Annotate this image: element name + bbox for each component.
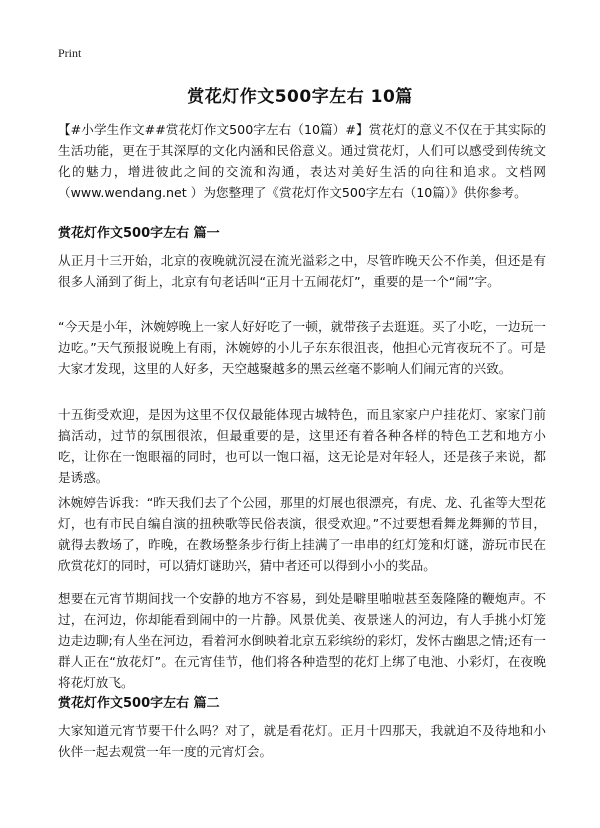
paragraph-text: “今天是小年，沐婉婷晚上一家人好好吃了一顿，就带孩子去逛逛。买了小吃，一边玩一边吃。”天气预报说晚上有雨，沐婉婷的小儿子东东很沮丧，他担心元宵夜玩不了。可是大家才发现，这里的人好多，天空越聚越多的黑云丝毫不影响人们闹元宵的兴致。 — [58, 319, 546, 376]
paragraph — [58, 250, 546, 292]
print-label: Print — [58, 46, 82, 60]
paragraph — [58, 588, 546, 693]
paragraph-text: 想要在元宵节期间找一个安静的地方不容易，到处是噼里啪啦甚至轰隆隆的鞭炮声。不过，在河边，你却能看到闹中的一片静。风景优美、夜景迷人的河边，有人手挑小灯笼边走边聊;有人坐在河边，看着河水倒映着北京五彩缤纷的彩灯，发怀古幽思之情;还有一群人正在“放花灯”。在元宵佳节，他们将各种造型的花灯上绑了电池、小彩灯，在夜晚将花灯放飞。 — [58, 591, 546, 690]
paragraph — [58, 720, 546, 762]
intro-text: 【#小学生作文##赏花灯作文500字左右（10篇）#】赏花灯的意义不仅在于其实际的生活功能，更在于其深厚的文化内涵和民俗意义。通过赏花灯，人们可以感受到传统文化的魅力，增进彼此之间的交流和沟通，表达对美好生活的向往和追求。文档网（www.wendang.net ）为您整理了《赏花灯作文500字左右（10篇）》供你参考。 — [58, 122, 546, 200]
page-title: 赏花灯作文500字左右 10篇 — [187, 87, 413, 107]
paragraph — [58, 316, 546, 379]
paragraph-text: 大家知道元宵节要干什么吗？对了，就是看花灯。正月十四那天，我就迫不及待地和小伙伴一起去观赏一年一度的元宵灯会。 — [58, 723, 546, 759]
intro-paragraph — [58, 119, 546, 203]
paragraph-text: 十五街受欢迎，是因为这里不仅仅最能体现古城特色，而且家家户户挂花灯、家家门前搞活动，过节的氛围很浓，但最重要的是，这里还有着各种各样的特色工艺和地方小吃，让你在一饱眼福的同时，也可以一饱口福，这无论是对年轻人，还是孩子来说，都是诱惑。 — [58, 407, 546, 485]
section-heading-1: 赏花灯作文500字左右 篇一 — [58, 226, 220, 241]
paragraph-text: 沐婉婷告诉我：“昨天我们去了个公园，那里的灯展也很漂亮，有虎、龙、孔雀等大型花灯，也有市民自编自演的扭秧歌等民俗表演，很受欢迎。”不过要想看舞龙舞狮的节目，就得去教场了，昨晚，在教场整条步行街上挂满了一串串的红灯笼和灯谜，游玩市民在欣赏花灯的同时，可以猜灯谜助兴，猜中者还可以得到小小的奖品。 — [58, 495, 546, 573]
paragraph — [58, 404, 546, 488]
paragraph — [58, 492, 546, 576]
paragraph-text: 从正月十三开始，北京的夜晚就沉浸在流光溢彩之中，尽管昨晚天公不作美，但还是有很多人涌到了街上，北京有句老话叫“正月十五闹花灯”，重要的是一个“闹”字。 — [58, 253, 546, 289]
section-heading-2: 赏花灯作文500字左右 篇二 — [58, 696, 220, 711]
